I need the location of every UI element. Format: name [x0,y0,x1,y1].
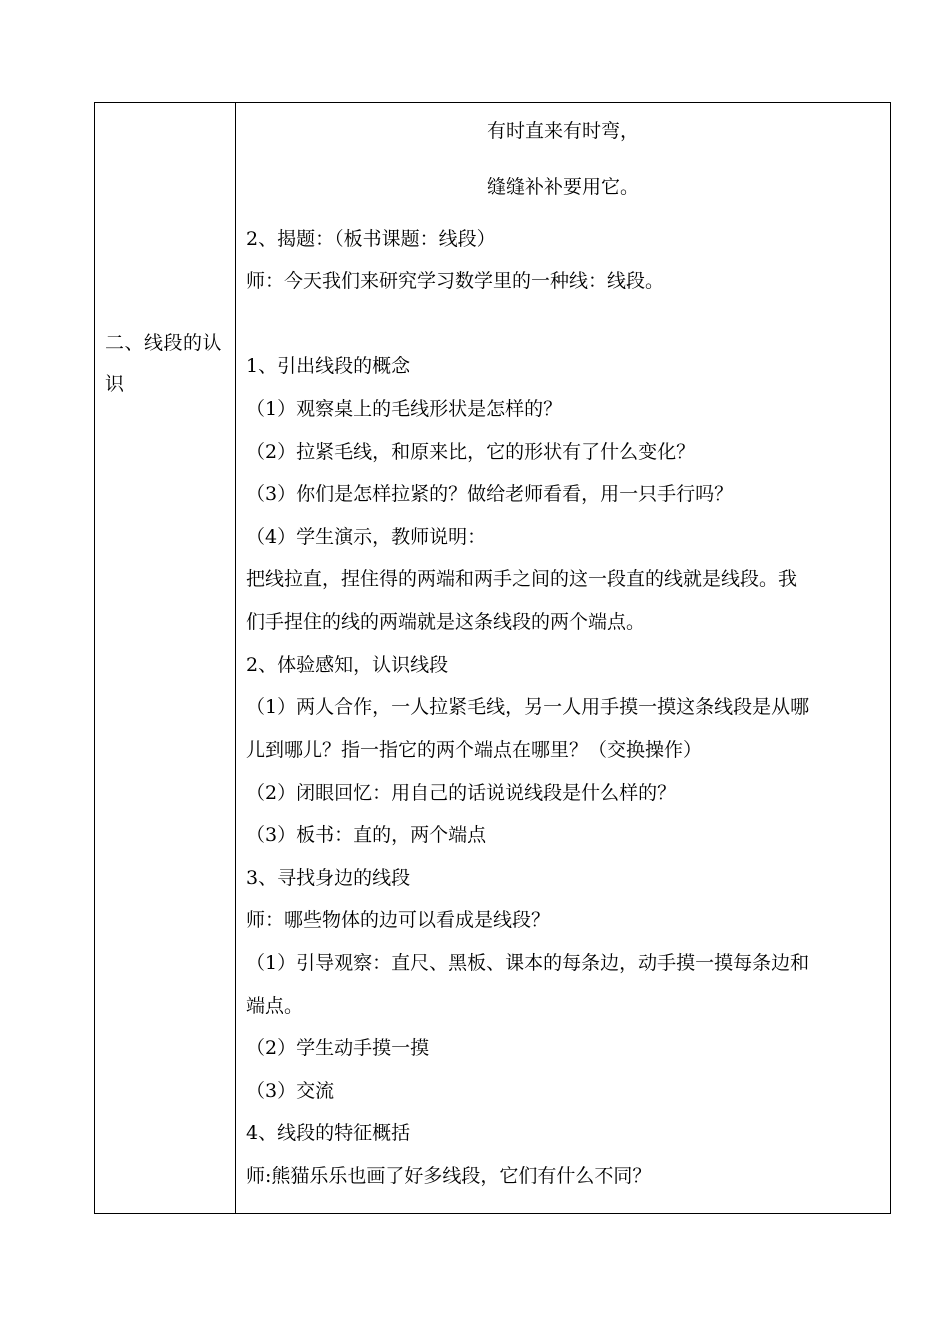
poem-line: 缝缝补补要用它。 [486,176,639,198]
text-line: 2、体验感知，认识线段 [246,654,449,676]
text-line: 3、寻找身边的线段 [246,867,411,889]
text-line: （1）观察桌上的毛线形状是怎样的？ [246,398,563,420]
text-line: （1）两人合作，一人拉紧毛线，另一人用手摸一摸这条线段是从哪 [246,696,810,718]
text-line: 儿到哪儿？指一指它的两个端点在哪里？（交换操作） [246,739,703,761]
text-line: 2、揭题：（板书课题：线段） [246,228,496,250]
text-line: 们手捏住的线的两端就是这条线段的两个端点。 [246,611,646,633]
text-line: （2）学生动手摸一摸 [246,1037,430,1059]
text-line: 1、引出线段的概念 [246,355,411,377]
section-label: 二、线段的认识 [105,332,223,395]
text-line: （4）学生演示，教师说明： [246,526,487,548]
lesson-table [94,102,891,1214]
text-line: 把线拉直，捏住得的两端和两手之间的这一段直的线就是线段。我 [246,568,798,590]
section-column [95,103,236,1213]
text-line: （2）拉紧毛线，和原来比，它的形状有了什么变化？ [246,441,696,463]
text-line: （3）板书：直的，两个端点 [246,824,487,846]
content-column [236,103,890,1213]
text-line: 端点。 [246,995,304,1017]
text-line: （1）引导观察：直尺、黑板、课本的每条边，动手摸一摸每条边和 [246,952,810,974]
text-line: 师：哪些物体的边可以看成是线段？ [246,909,551,931]
text-line: 4、线段的特征概括 [246,1122,411,1144]
text-line: （2）闭眼回忆：用自己的话说说线段是什么样的？ [246,782,677,804]
text-line: （3）你们是怎样拉紧的？做给老师看看，用一只手行吗？ [246,483,734,505]
poem-line: 有时直来有时弯， [486,120,639,142]
text-line: 师:熊猫乐乐也画了好多线段，它们有什么不同？ [246,1165,652,1187]
text-line: （3）交流 [246,1080,335,1102]
text-line: 师：今天我们来研究学习数学里的一种线：线段。 [246,270,665,292]
